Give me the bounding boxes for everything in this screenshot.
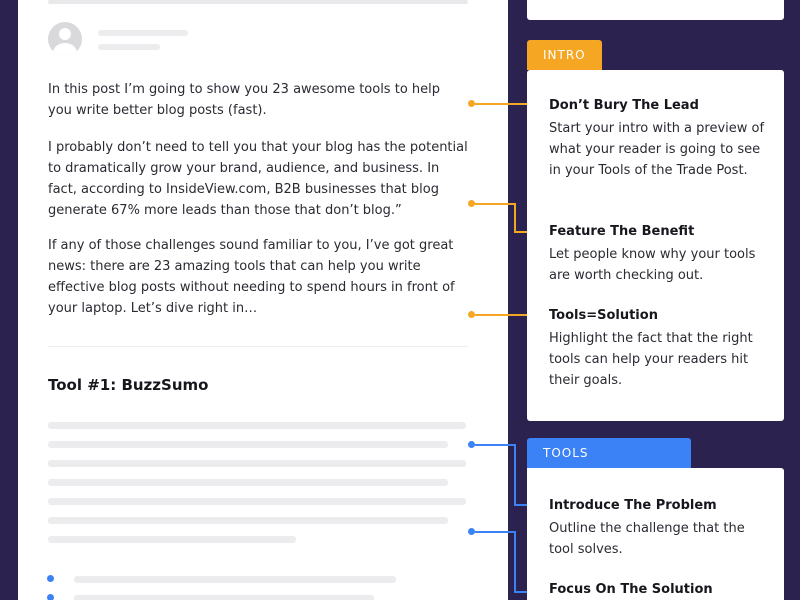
connector-line xyxy=(475,444,515,446)
connector-dot xyxy=(468,311,475,318)
placeholder-line xyxy=(48,441,448,448)
connector-line xyxy=(514,531,516,593)
section-divider xyxy=(48,346,468,347)
bullet-dot xyxy=(47,575,54,582)
intro-item-title-2: Feature The Benefit xyxy=(549,224,695,239)
connector-line xyxy=(514,504,527,506)
intro-paragraph-3: If any of those challenges sound familiar to you, I’ve got great news: there are 23 amazing tools that can help you write effective blog posts without needing to spend hours in front of your laptop. Let’s dive right in… xyxy=(48,238,455,316)
placeholder-line xyxy=(48,479,448,486)
placeholder-line xyxy=(48,460,466,467)
intro-paragraph-1: In this post I’m going to show you 23 awesome tools to help you write better blog posts (fast). xyxy=(48,82,440,118)
tool-heading: Tool #1: BuzzSumo xyxy=(48,376,209,394)
connector-line xyxy=(514,591,527,593)
placeholder-line xyxy=(48,517,448,524)
placeholder-line xyxy=(48,498,466,505)
tools-item-title-2: Focus On The Solution xyxy=(549,582,713,597)
connector-line xyxy=(475,314,527,316)
placeholder-line xyxy=(74,595,374,600)
intro-paragraph-2: I probably don’t need to tell you that your blog has the potential to dramatically grow your brand, audience, and business. In fact, according to InsideView.com, B2B businesses that blog generate 67% more leads than those that don’t blog.” xyxy=(48,140,468,218)
article-top-line xyxy=(48,0,468,4)
intro-item-title-1: Don’t Bury The Lead xyxy=(549,98,699,113)
previous-card xyxy=(527,0,784,20)
connector-line xyxy=(475,531,515,533)
bullet-dot xyxy=(47,594,54,600)
tools-item-title-1: Introduce The Problem xyxy=(549,498,717,513)
tools-tag: TOOLS xyxy=(527,438,691,468)
intro-tag: INTRO xyxy=(527,40,602,70)
intro-item-desc-2: Let people know why your tools are worth checking out. xyxy=(549,247,756,283)
connector-line xyxy=(514,231,527,233)
connector-dot xyxy=(468,528,475,535)
connector-line xyxy=(475,203,515,205)
connector-line xyxy=(475,103,527,105)
intro-item-desc-1: Start your intro with a preview of what your reader is going to see in your Tools of the Trade Post. xyxy=(549,121,765,178)
placeholder-line xyxy=(48,536,296,543)
tools-item-desc-1: Outline the challenge that the tool solves. xyxy=(549,521,745,557)
author-avatar-icon xyxy=(48,22,82,56)
author-name-placeholder xyxy=(98,30,188,36)
connector-dot xyxy=(468,441,475,448)
connector-dot xyxy=(468,100,475,107)
placeholder-line xyxy=(48,422,466,429)
connector-dot xyxy=(468,200,475,207)
intro-item-desc-3: Highlight the fact that the right tools can help your readers hit their goals. xyxy=(549,331,753,388)
author-date-placeholder xyxy=(98,44,160,50)
placeholder-line xyxy=(74,576,396,583)
intro-item-title-3: Tools=Solution xyxy=(549,308,658,323)
connector-line xyxy=(514,444,516,506)
connector-line xyxy=(514,203,516,233)
